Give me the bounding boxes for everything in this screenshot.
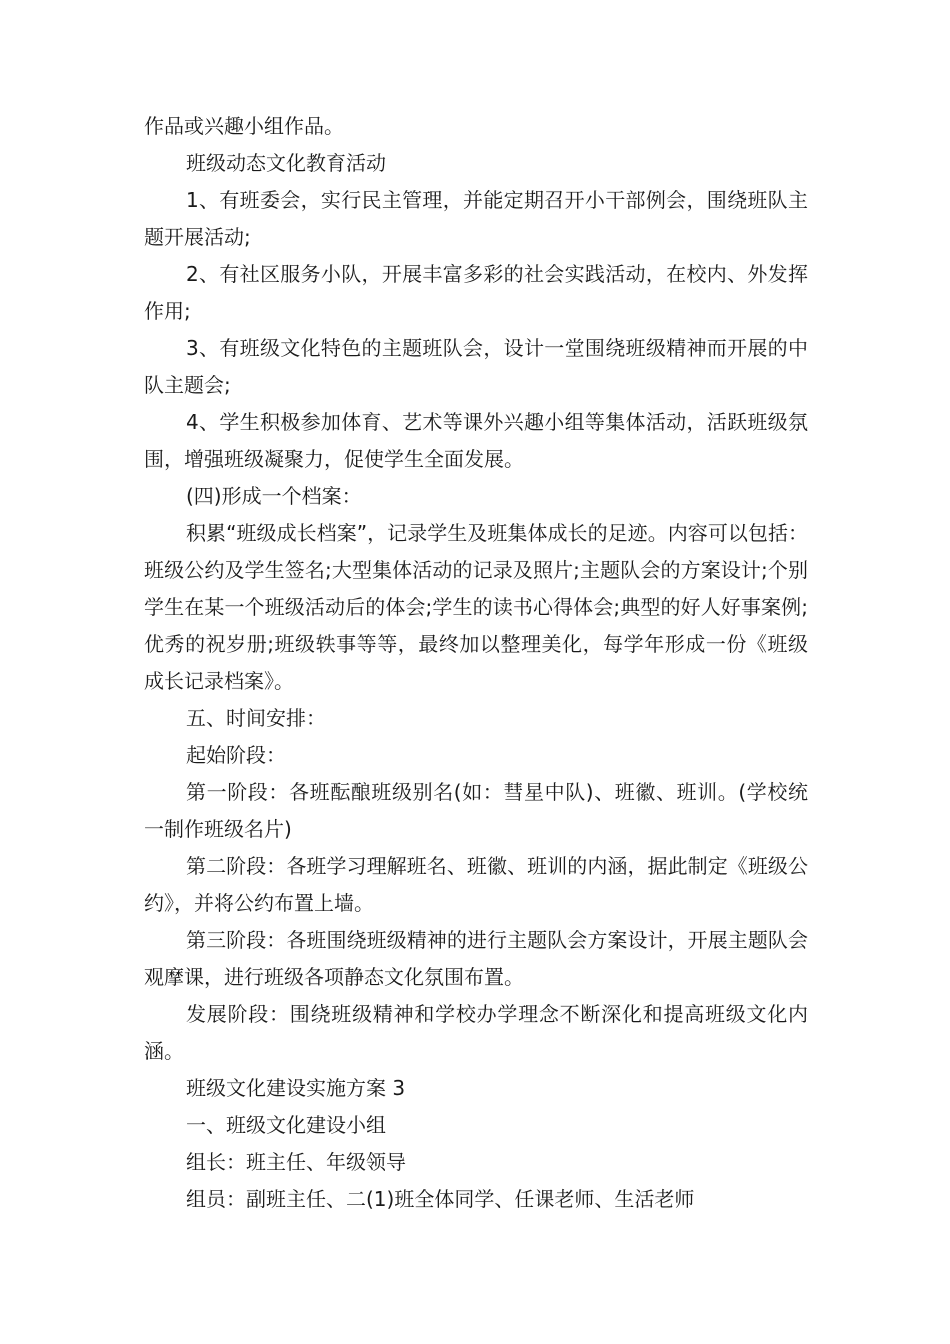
paragraph-heading-archive: (四)形成一个档案： bbox=[186, 484, 362, 508]
paragraph-continuation: 作品或兴趣小组作品。 bbox=[144, 114, 344, 138]
paragraph-start-stage: 起始阶段： bbox=[186, 743, 286, 767]
paragraph-item-2: 2、有社区服务小队，开展丰富多彩的社会实践活动，在校内、外发挥作用; bbox=[144, 262, 808, 323]
paragraph-group-members: 组员：副班主任、二(1)班全体同学、任课老师、生活老师 bbox=[186, 1187, 695, 1211]
document-body bbox=[144, 108, 808, 1218]
paragraph-group-leader: 组长：班主任、年级领导 bbox=[186, 1150, 406, 1174]
paragraph-archive-content: 积累“班级成长档案”，记录学生及班集体成长的足迹。内容可以包括：班级公约及学生签名;大型集体活动的记录及照片;主题队会的方案设计;个别学生在某一个班级活动后的体会;学生的读书心得体会;典型的好人好事案例;优秀的祝岁册;班级轶事等等，最终加以整理美化，每学年形成一份《班级成长记录档案》。 bbox=[144, 521, 808, 693]
paragraph-stage-2: 第二阶段：各班学习理解班名、班徽、班训的内涵，据此制定《班级公约》，并将公约布置上墙。 bbox=[144, 854, 808, 915]
paragraph-stage-1: 第一阶段：各班酝酿班级别名(如：彗星中队)、班徽、班训。(学校统一制作班级名片) bbox=[144, 780, 808, 841]
paragraph-section-1-heading: 一、班级文化建设小组 bbox=[186, 1113, 386, 1137]
paragraph-heading-dynamic-culture: 班级动态文化教育活动 bbox=[186, 151, 386, 175]
paragraph-stage-3: 第三阶段：各班围绕班级精神的进行主题队会方案设计，开展主题队会观摩课，进行班级各项静态文化氛围布置。 bbox=[144, 928, 808, 989]
paragraph-plan-title-3: 班级文化建设实施方案 3 bbox=[186, 1076, 406, 1100]
paragraph-item-3: 3、有班级文化特色的主题班队会，设计一堂围绕班级精神而开展的中队主题会; bbox=[144, 336, 808, 397]
paragraph-heading-schedule: 五、时间安排： bbox=[186, 706, 326, 730]
paragraph-item-1: 1、有班委会，实行民主管理，并能定期召开小干部例会，围绕班队主题开展活动; bbox=[144, 188, 808, 249]
paragraph-development-stage: 发展阶段：围绕班级精神和学校办学理念不断深化和提高班级文化内涵。 bbox=[144, 1002, 808, 1063]
paragraph-item-4: 4、学生积极参加体育、艺术等课外兴趣小组等集体活动，活跃班级氛围，增强班级凝聚力，促使学生全面发展。 bbox=[144, 410, 808, 471]
